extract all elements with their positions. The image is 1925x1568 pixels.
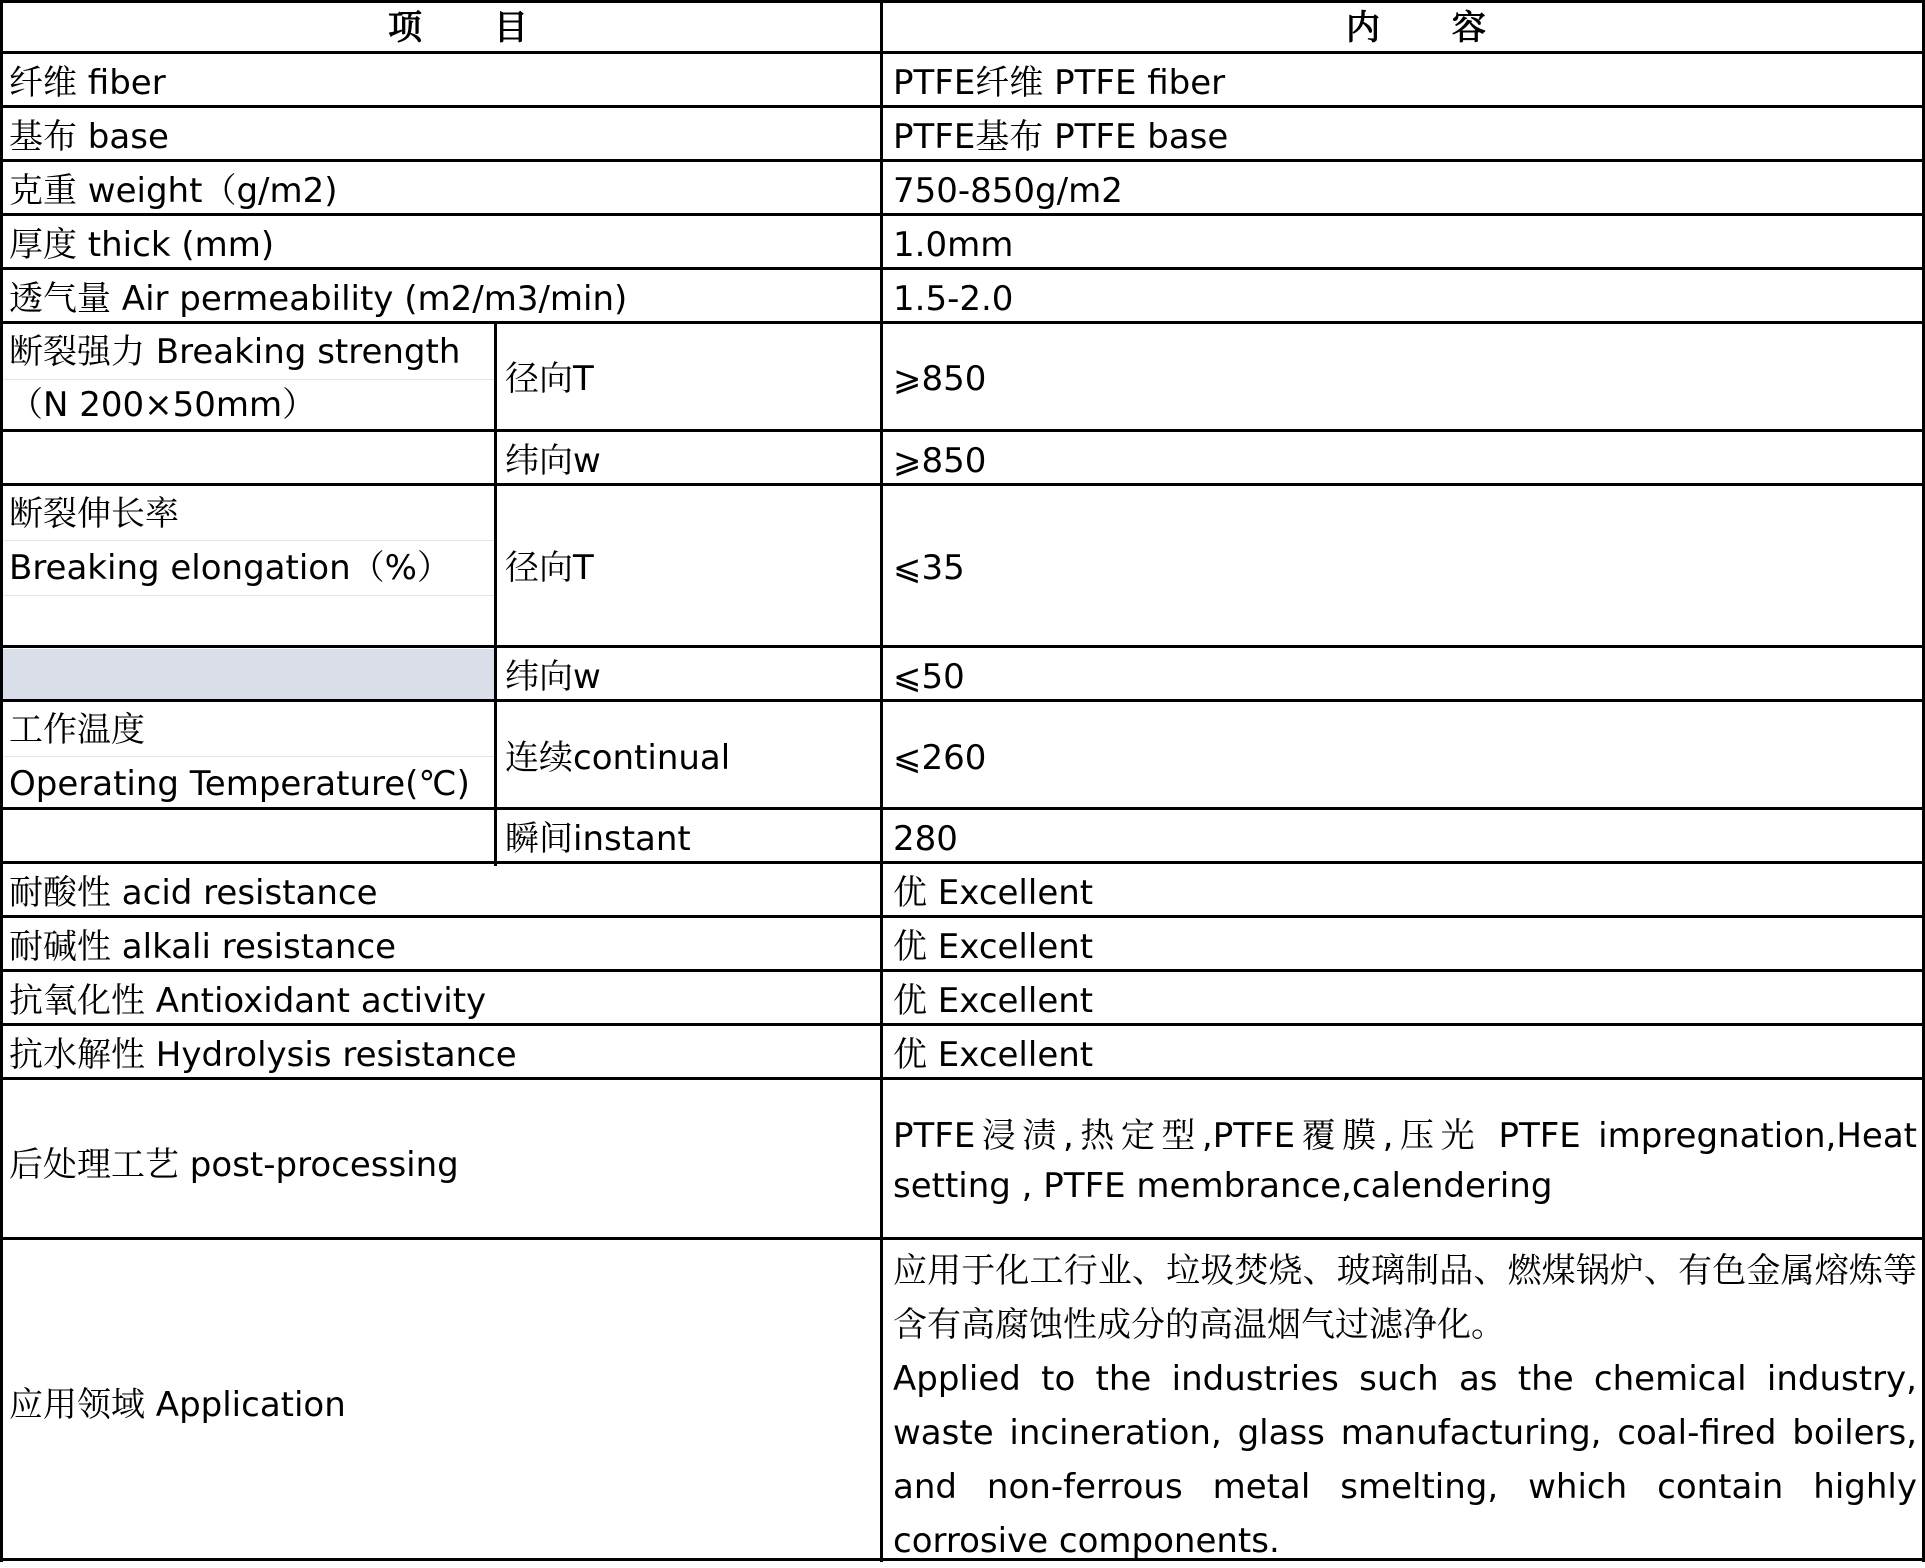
hydrolysis-value: 优 Excellent	[893, 1035, 1094, 1075]
antioxidant-value: 优 Excellent	[893, 981, 1094, 1021]
sub-divider	[3, 540, 495, 541]
row-divider	[0, 969, 1925, 972]
row-divider	[0, 159, 1925, 162]
hydrolysis-label: 抗水解性 Hydrolysis resistance	[9, 1035, 517, 1075]
row-divider	[0, 105, 1925, 108]
elongation-t-value: ⩽35	[893, 548, 965, 588]
row-divider	[0, 807, 1925, 810]
fiber-label: 纤维 fiber	[9, 63, 166, 103]
elongation-t-label: 径向T	[505, 548, 594, 588]
antioxidant-label: 抗氧化性 Antioxidant activity	[9, 981, 487, 1021]
row-divider	[0, 213, 1925, 216]
application-value-cn: 应用于化工行业、垃圾焚烧、玻璃制品、燃煤锅炉、有色金属熔炼等含有高腐蚀性成分的高温烟气过滤净化。	[893, 1251, 1917, 1345]
elongation-label: 断裂伸长率	[9, 494, 179, 534]
sub-divider	[3, 379, 495, 380]
breaking-strength-unit: （N 200×50mm）	[9, 385, 317, 425]
temperature-unit: Operating Temperature(℃)	[9, 764, 470, 804]
row-divider	[0, 483, 1925, 486]
row-divider	[0, 321, 1925, 324]
breaking-strength-label: 断裂强力 Breaking strength	[9, 332, 461, 372]
air-permeability-label: 透气量 Air permeability (m2/m3/min)	[9, 279, 628, 319]
temperature-label: 工作温度	[9, 710, 145, 750]
base-label: 基布 base	[9, 117, 169, 157]
header-item: 项 目	[388, 8, 558, 48]
temperature-instant-value: 280	[893, 819, 958, 859]
elongation-w-value: ⩽50	[893, 657, 965, 697]
row-divider	[0, 861, 1925, 864]
sub-divider	[3, 595, 495, 596]
row-divider	[0, 51, 1925, 54]
breaking-strength-w-value: ⩾850	[893, 441, 987, 481]
column-divider	[880, 0, 883, 1562]
thick-value: 1.0mm	[893, 225, 1014, 265]
row-divider	[0, 429, 1925, 432]
alkali-resistance-label: 耐碱性 alkali resistance	[9, 927, 397, 967]
sub-divider	[3, 756, 495, 757]
row-divider	[0, 267, 1925, 270]
alkali-resistance-value: 优 Excellent	[893, 927, 1094, 967]
temperature-continual-value: ⩽260	[893, 738, 987, 778]
elongation-w-label: 纬向w	[505, 657, 601, 697]
acid-resistance-value: 优 Excellent	[893, 873, 1094, 913]
breaking-strength-w-label: 纬向w	[505, 441, 601, 481]
elongation-unit: Breaking elongation（%）	[9, 548, 451, 588]
row-divider	[0, 699, 1925, 702]
row-divider	[0, 915, 1925, 918]
shaded-cell	[3, 649, 495, 702]
row-divider	[0, 1077, 1925, 1080]
post-processing-value: PTFE浸渍,热定型,PTFE覆膜,压光 PTFE impregnation,Heat setting , PTFE membrance,calendering	[893, 1116, 1917, 1206]
base-value: PTFE基布 PTFE base	[893, 117, 1229, 157]
row-divider	[0, 1237, 1925, 1240]
breaking-strength-t-label: 径向T	[505, 359, 594, 399]
breaking-strength-t-value: ⩾850	[893, 359, 987, 399]
row-divider	[0, 0, 1925, 3]
weight-value: 750-850g/m2	[893, 171, 1123, 211]
air-permeability-value: 1.5-2.0	[893, 279, 1014, 319]
acid-resistance-label: 耐酸性 acid resistance	[9, 873, 378, 913]
post-processing-label: 后处理工艺 post-processing	[9, 1145, 459, 1185]
temperature-continual-label: 连续continual	[505, 738, 731, 778]
column-divider	[0, 0, 3, 1562]
row-divider	[0, 1023, 1925, 1026]
fiber-value: PTFE纤维 PTFE fiber	[893, 63, 1226, 103]
temperature-instant-label: 瞬间instant	[505, 819, 691, 859]
row-divider	[0, 645, 1925, 648]
column-divider	[494, 321, 497, 866]
application-value-en: Applied to the industries such as the chemical industry, waste incineration, glass manufacturing, coal-fired boilers, and non-ferrous metal smelting, which contain highly corrosive components.	[893, 1359, 1917, 1561]
application-label: 应用领域 Application	[9, 1385, 346, 1425]
thick-label: 厚度 thick (mm)	[9, 225, 275, 265]
header-content: 内 容	[1346, 8, 1516, 48]
weight-label: 克重 weight（g/m2)	[9, 171, 338, 211]
